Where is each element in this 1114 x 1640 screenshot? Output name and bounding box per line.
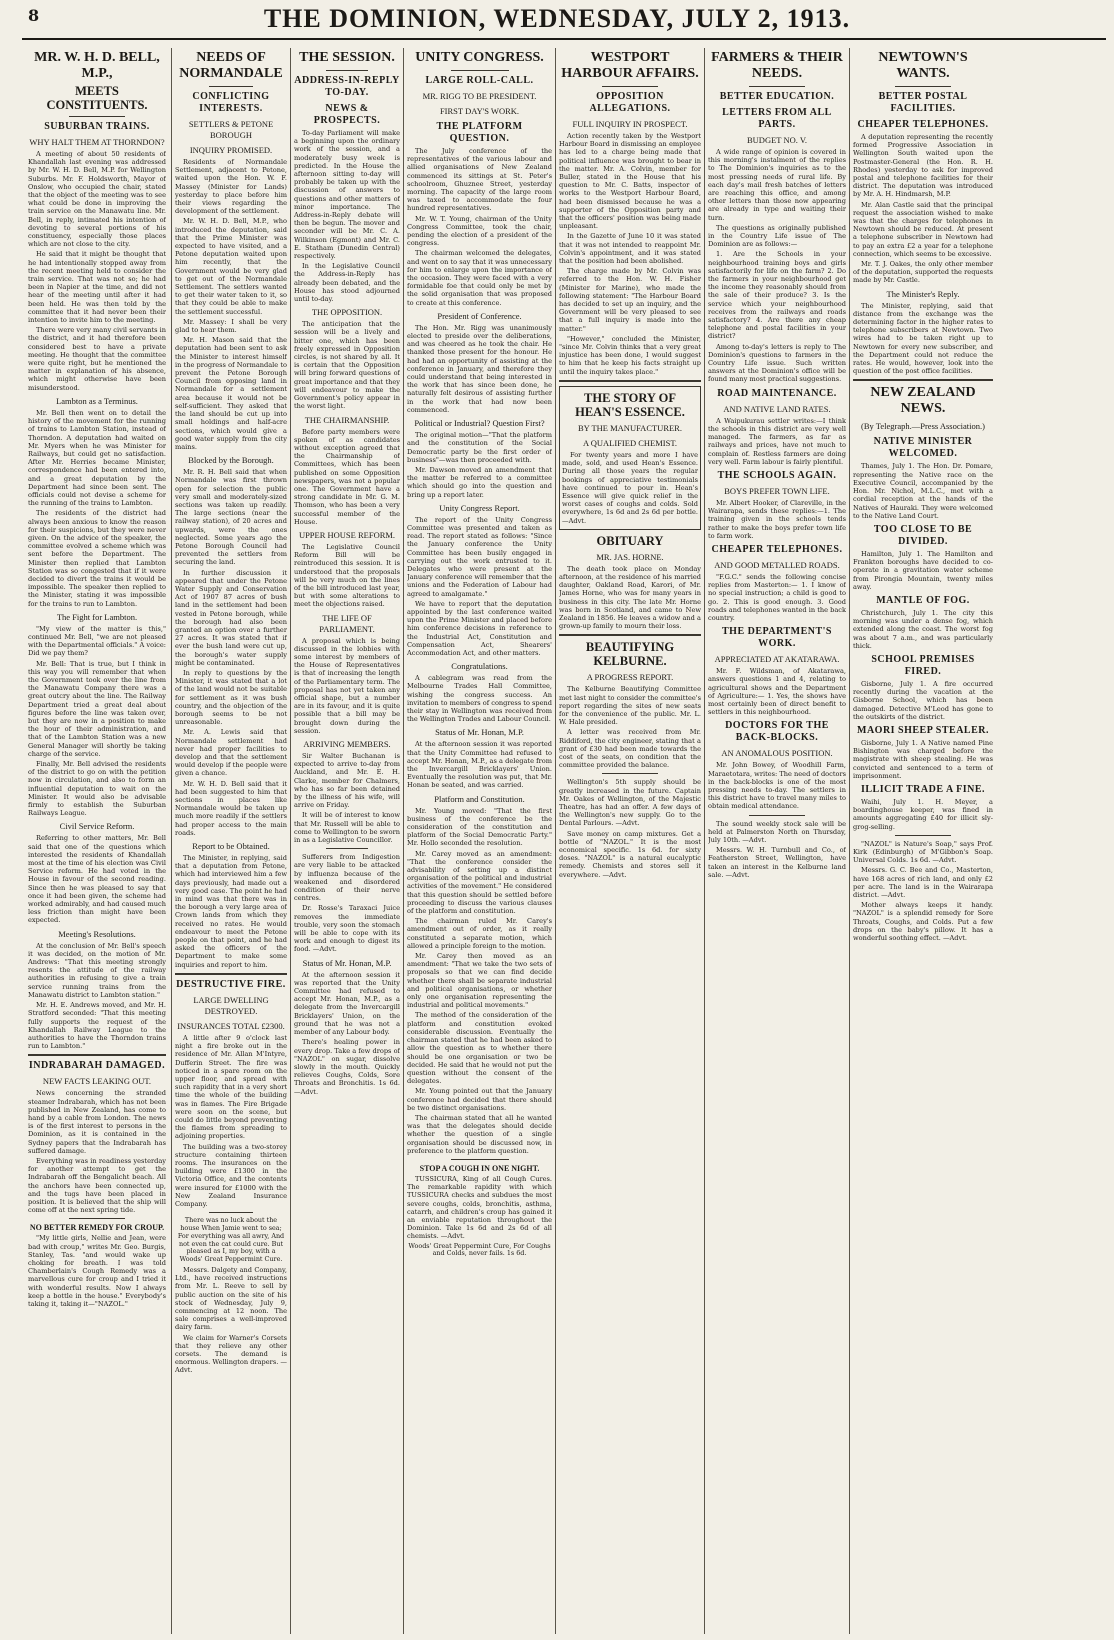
- headline-normandale: NEEDS OF NORMANDALE: [179, 50, 283, 81]
- section-heading: CHEAPER TELEPHONES.: [857, 119, 989, 130]
- subhead: MEETS CONSTITUENTS.: [46, 84, 148, 112]
- paragraph: At the afternoon session it was reported that the Unity Committee had refused to accept Mr. Honan, M.P., as a delegate from the Invercargill Bricklayers' Union. Eventually the resolution was put, that Mr. Honan be seated, and was carried.: [407, 740, 552, 790]
- section-heading: CONFLICTING INTERESTS.: [192, 91, 270, 114]
- masthead: [0, 0, 1114, 40]
- paragraph: The Minister, replying, said that distance from the exchange was the determining factor in the higher rates to telephone subscribers at Newtown. Two wires had to be taken right up to Newtown for every new subscriber, and the Department could not reduce the rates. He would, however, look into the question of the post office facilities.: [853, 301, 993, 376]
- sub-heading: THE LIFE OF PARLIAMENT.: [319, 612, 375, 634]
- paragraph: The chairman ruled Mr. Carey's amendment out of order, as it really constituted a separate motion, which allowed a principle foreign to the motion.: [407, 917, 552, 950]
- section-subheading: WHY HALT THEM AT THORNDON?: [29, 137, 165, 147]
- advert-text: Messrs. G. C. Bee and Co., Masterton, have 168 acres of rich land, and only £2 per acre. The land is in the Wairarapa district. —Advt.: [853, 866, 993, 899]
- advert-subheading: A QUALIFIED CHEMIST.: [582, 437, 678, 448]
- section-heading: BETTER POSTAL FACILITIES.: [878, 91, 968, 114]
- column-7: [853, 48, 993, 1634]
- section-heading: BEAUTIFYING KELBURNE.: [585, 640, 675, 669]
- section-heading: DESTRUCTIVE FIRE.: [176, 978, 286, 990]
- paragraph: Mr. W. H. D. Bell, M.P., who introduced the deputation, said that the Prime Minister was expected to have visited, and a Petone deputation waited upon him recently, that the Government would be very glad to get out of the Normandale Settlement. The settlers wanted to get their water taken to it, so that they could be able to make the settlement successful.: [175, 217, 287, 316]
- paragraph: The anticipation that the session will be a lively and bitter one, which has been freely expressed in Opposition circles, is not shared by all. It is certain that the Opposition will bring forward questions of great importance and that they will endeavour to make the Government's policy appear in the worst light.: [294, 320, 400, 411]
- sub-heading: Blocked by the Borough.: [188, 455, 274, 466]
- paragraph: Mr. Dawson moved an amendment that the matter be referred to a committee which should go into the question and bring up a report later.: [407, 465, 552, 499]
- paragraph: The chairman welcomed the delegates, and went on to say that it was unnecessary for him to enlarge upon the importance of the occasion. They were faced with a very formidable foe that could only be met by the solid organisation that was proposed to create at this conference.: [407, 249, 552, 307]
- paragraph: Mr. Young moved: "That the first business of the conference be the consideration of the constitution and platform of the Social Democratic Party." Mr. Hollo seconded the resolution.: [407, 806, 552, 848]
- section-subheading: A PROGRESS REPORT.: [586, 672, 674, 683]
- sub-heading: THE CHAIRMANSHIP.: [304, 414, 390, 425]
- column-rule: [290, 48, 291, 1634]
- headline-farmers: FARMERS & THEIR NEEDS.: [711, 50, 843, 81]
- section-heading: NEWS & PROSPECTS.: [313, 103, 381, 126]
- advert-box: [559, 386, 701, 530]
- advert-text: Messrs. Dalgety and Company, Ltd., have received instructions from Mr. L. Reeve to sell by public auction on the site of his stock of Wednesday, July 9, commencing at 12 noon. The sale comprises a well-improved dairy farm.: [175, 1265, 287, 1332]
- paragraph: Mr. T. J. Oakes, the only other member of the deputation, supported the requests made by Mr. Castle.: [853, 260, 993, 285]
- paragraph: "However," concluded the Minister, "since Mr. Colvin thinks that a very great injustice has been done, I would suggest to him that he keep his facts straight up until the inquiry takes place.": [559, 334, 701, 376]
- section-heading: NATIVE MINISTER WELCOMED.: [873, 436, 973, 460]
- column-rule: [704, 48, 705, 1634]
- sub-heading: Platform and Constitution.: [434, 793, 525, 804]
- paragraph: The Minister, in replying, said that a deputation from Petone, which had interviewed him a few days previously, had made out a very good case. The point he had in mind was that there was in the borough a very large area of Crown lands from which they received no rates. He would endeavour to meet the Petone people on that point, and he had asked the officers of the Department to make some inquiries and report to him.: [175, 854, 287, 969]
- paragraph: He said that it might be thought that he had intentionally stopped away from the recent meeting held to consider the train service. That was not so; he had been in Napier at the time, and did not hear of the meeting until after it had been held. He was then told by the committee that it had never been their intention to invite him to the meeting.: [28, 250, 166, 325]
- section-subheading: FULL INQUIRY IN PROSPECT.: [572, 119, 688, 129]
- section-heading: SCHOOL PREMISES FIRED.: [871, 653, 975, 677]
- paragraph: "My view of the matter is this," continued Mr. Bell, "we are not pleased with the Departmental officials." A voice: Did we pay them?: [28, 624, 166, 658]
- paragraph: The residents of the district had always been anxious to know the reason for their suspicions, but they were never given. On the advice of the speaker, the committee evolved a scheme which was sent before the Department. The Minister then replied that Lambton Station was so congested that if it were decided to divert the trains it would be impossible. The speaker then replied to the Minister, stating it was impossible for the trains to run to Lambton.: [28, 509, 166, 608]
- section-heading: THE DEPARTMENT'S WORK.: [722, 626, 832, 650]
- column-6: [708, 48, 846, 1634]
- section-subheading: AND GOOD METALLED ROADS.: [714, 559, 840, 570]
- column-rule: [849, 48, 850, 1634]
- section-subheading: BOYS PREFER TOWN LIFE.: [724, 485, 830, 496]
- section-subheading: FIRST DAY'S WORK.: [439, 106, 520, 116]
- section-heading: ADDRESS-IN-REPLY TO-DAY.: [294, 75, 400, 98]
- column-rule: [555, 48, 556, 1634]
- column-2: [175, 48, 287, 1634]
- advert-subheading: BY THE MANUFACTURER.: [578, 422, 682, 433]
- paragraph: News concerning the stranded steamer Indrabarah, which has not been published in New Zealand, has come to hand by a cable from London. The news is of the first interest to persons in the Dominion, as it is contained in the Sydney papers that the Indrabarah has suffered damage.: [28, 1089, 166, 1155]
- headline-newtown: NEWTOWN'S WANTS.: [878, 50, 968, 81]
- section-subheading: (By Telegraph.—Press Association.): [861, 421, 985, 432]
- paragraph: Mr. A. Lewis said that Normandale settlement had never had proper facilities to develop and that the settlement would develop if the people were given a chance.: [175, 728, 287, 778]
- paragraph: Among to-day's letters is reply to The Dominion's questions to farmers in the Country Life issue. Such written answers at the Dominion's office will be found many most practical suggestions.: [708, 342, 846, 384]
- paragraph: Action recently taken by the Westport Harbour Board in dismissing an employee has led to a charge being made that political influence was brought to bear in the matter. Mr. A. Colvin, member for Buller, stated in the House that his question to Mr. C. Batts, inspector of works to the Westport Harbour Board, had been dismissed because he was a supporter of the Opposition party and that the officers' position was being made unpleasant.: [559, 132, 701, 231]
- section-heading: LETTERS FROM ALL PARTS.: [722, 107, 832, 130]
- paragraph: Christchurch, July 1. The city this morning was under a dense fog, which extended along the coast. The worst fog was about 7 a.m., and was particularly thick.: [853, 608, 993, 650]
- advert-text: There was no luck about the house When Jamie went to sea; For everything was all awry, And not even the cat could cure. But pleased as I, my boy, with a Woods' Great Peppermint Cure.: [177, 1216, 285, 1264]
- headline-nz-news: NEW ZEALAND NEWS.: [870, 385, 976, 417]
- paragraph: Mr. Carey moved as an amendment: "That the conference consider the advisability of setting up a distinct organisation of the political and industrial activities of the movement." He considered that this question should be settled before proceeding to discuss the various clauses of the platform and constitution.: [407, 849, 552, 916]
- paragraph: Gisborne, July 1. A Native named Pine Bishington was charged before the magistrate with sheep stealing. He was convicted and sentenced to a term of imprisonment.: [853, 738, 993, 780]
- paragraph: Mr. Albert Hooker, of Clareville, in the Wairarapa, sends these replies:—1. The training given in the schools tends rather to make the boys prefer town life to farm work.: [708, 498, 846, 540]
- advert-text: For twenty years and more I have made, sold, and used Hean's Essence. During all those years the regular bookings of appreciative testimonials have continued to pour in. Hean's Essence will give quick relief in the worst cases of coughs and colds. Sold everywhere, 1s 6d and 2s 6d per bottle. —Advt.: [562, 450, 698, 525]
- paragraph: We have to report that the deputation appointed by the last conference waited upon the Prime Minister and placed before him conference decisions in reference to the Industrial Act, Constitution and Compensation Act, Shearers' Accommodation Act, and other matters.: [407, 599, 552, 657]
- paragraph: The report of the Unity Congress Committee was presented and taken as read. The report stated as follows: "Since the January conference the Unity Committee has been busily engaged in carrying out the work entrusted to it. Delegates who were present at the January conference will remember that the unions and the Federation of Labour had agreed to amalgamate.": [407, 515, 552, 598]
- section-heading-obituary: OBITUARY: [596, 533, 664, 548]
- advert-text: We claim for Warner's Corsets that they relieve any other corsets. The demand is enormous. Wellington drapers. —Advt.: [175, 1333, 287, 1375]
- paragraph: Mr. W. T. Young, chairman of the Unity Congress Committee, took the chair, pending the election of a president of the congress.: [407, 214, 552, 248]
- column-4: [407, 48, 552, 1634]
- paragraph: Mr. Carey then moved as an amendment: "That we take the two sets of proposals so that we can find decide whether there shall be separate industrial and political organisations, or whether only one organisation representing the industrial and political movements.": [407, 952, 552, 1010]
- advert-title: NO BETTER REMEDY FOR CROUP.: [29, 1223, 165, 1233]
- section-heading: ILLICIT TRADE A FINE.: [860, 783, 986, 795]
- masthead-rule: [22, 38, 1106, 40]
- paragraph: Mr. Massey: I shall be very glad to hear them.: [175, 317, 287, 335]
- section-heading: SUBURBAN TRAINS.: [44, 121, 150, 132]
- paragraph: Mr. John Bowey, of Woodhill Farm, Maraetotara, writes: The need of doctors in the back-blocks is one of the most pressing needs to-day. The settlers in this district have to travel many miles to obtain medical attendance.: [708, 761, 846, 811]
- paragraph: "F.G.C." sends the following concise replies from Masterton:— 1. I know of no special instruction; a child is good to go. 2. This is good enough. 3. Good roads and telephones wanted in the back country.: [708, 572, 846, 622]
- section-heading: MANTLE OF FOG.: [876, 594, 970, 606]
- paragraph: 1. Are the Schools in your neighbourhood training boys and girls satisfactorily for life on the farm? 2. Do the farmers in your neighbourhood get the income they reasonably should from the sale of their produce? 3. Is the service which your neighbourhood receives from the railways and roads satisfactory? 4. Are there any cheap telephone and postal facilities in your district?: [708, 250, 846, 341]
- paragraph: It will be of interest to know that Mr. Russell will be able to come to Wellington to be sworn in as a Legislative Councillor.: [294, 811, 400, 845]
- column-5: [559, 48, 701, 1634]
- paragraph: The Hon. Mr. Rigg was unanimously elected to preside over the deliberations, and was cheered as he took the chair. He thanked those present for the honour. He had had an opportunity of assisting at the conference in January, and therefore they could understand that being interested in the work that has since been done, he naturally felt desirous of assisting further in the work that had now been commenced.: [407, 323, 552, 414]
- paragraph: The chairman stated that all he wanted was that the delegates should decide whether the question of a single organisation should be discussed now, in preference to the platform question.: [407, 1113, 552, 1155]
- paragraph: A little after 9 o'clock last night a fire broke out in the residence of Mr. Allan M'Intyre, Dufferin Street. The fire was noticed in a spare room on the upper floor, and spread with such rapidity that in a very short time the whole of the building was in flames. The Fire Brigade were soon on the scene, but could do little beyond preventing the flames from spreading to adjoining properties.: [175, 1033, 287, 1141]
- paragraph: The method of the consideration of the platform and constitution evoked considerable discussion. Eventually the chairman stated that he had been asked to allow the question as to whether there should be one organisation or two be decided. He said that he would not put the question without the consent of the delegates.: [407, 1011, 552, 1086]
- section-subheading: NEW FACTS LEAKING OUT.: [42, 1076, 152, 1087]
- paragraph: A cablegram was read from the Melbourne Trades Hall Committee, wishing the congress success. An invitation to members of congress to spend their stay in Wellington was received from the Wellington Trades and Labour Council.: [407, 674, 552, 724]
- sub-heading: Meeting's Resolutions.: [58, 928, 136, 939]
- sub-heading: Lambton as a Terminus.: [56, 395, 138, 406]
- paragraph: At the conclusion of Mr. Bell's speech it was decided, on the motion of Mr. Andrews: "That this meeting strongly resents the attitude of the railway authorities in refusing to give a train service running trains from the Manawatu district to Lambton station.": [28, 941, 166, 999]
- section-heading: TOO CLOSE TO BE DIVIDED.: [873, 523, 973, 547]
- advert-headline: THE STORY OF HEAN'S ESSENCE.: [575, 390, 685, 419]
- advert-text: Save money on camp mixtures. Get a bottle of "NAZOL." It is the most economical specific. 1s 6d. for sixty doses. "NAZOL" is a natural eucalyptic remedy. Chemists and stores sell it everywhere. —Advt.: [559, 829, 701, 879]
- paragraph: A meeting of about 50 residents of Khandallah last evening was addressed by Mr. W. H. D. Bell, M.P. for Wellington Suburbs. Mr. F. Holdsworth, Mayor of Onslow, who occupied the chair, stated that the object of the meeting was to see what could be done in improving the train service on the Manawatu line. Mr. Bell, in reply, intimated his intention of devoting to several portions of his constituency, especially those places which are not close to the city.: [28, 150, 166, 249]
- headline-session: THE SESSION.: [299, 50, 395, 65]
- sub-heading: Unity Congress Report.: [439, 502, 520, 513]
- advert-title: STOP A COUGH IN ONE NIGHT.: [419, 1163, 540, 1173]
- paragraph: The building was a two-storey structure containing thirteen rooms. The insurances on the building were £1300 in the Victoria Office, and the contents were insured for £1000 with the New Zealand Insurance Company.: [175, 1142, 287, 1208]
- paragraph: The Legislative Council Reform Bill will be reintroduced this session. It is understood that the proposals will be very much on the lines of the bill introduced last year, but with some alterations to meet the objections raised.: [294, 542, 400, 609]
- paragraph: Referring to other matters, Mr. Bell said that one of the questions which interested the residents of Khandallah most at the time of his election was Civil Service reform. He had voted in the House in favour of the second reading. Since then he was pleased to say that once it had been given, the scheme had worked admirably, and had caused much less friction than might have been expected.: [28, 834, 166, 925]
- paragraph: A deputation representing the recently formed Progressive Association in Wellington South waited upon the Postmaster-General (the Hon. R. H. Rhodes) yesterday to ask for improved postal and telephone facilities for their district. The deputation was introduced by Mr. A. H. Hindmarsh, M.P.: [853, 133, 993, 199]
- section-subheading: AND NATIVE LAND RATES.: [723, 403, 831, 414]
- paragraph: In the Gazette of June 10 it was stated that it was not intended to reappoint Mr. Colvin's appointment, and it was stated that the position had been abolished.: [559, 232, 701, 266]
- paragraph: Mr. F. Wildsman, of Akatarawa, answers questions 1 and 4, relating to agricultural shows and the Department of Agriculture:— 1. Yes, the shows have most certainly been of direct benefit to settlers in this neighbourhood.: [708, 667, 846, 717]
- section-subheading: INSURANCES TOTAL £2300.: [177, 1020, 285, 1031]
- advert-text: Dr. Rosse's Taraxaci Juice removes the immediate trouble, very soon the stomach will be able to cope with its work and enough to digest its food. —Advt.: [294, 904, 400, 954]
- paragraph: At the afternoon session it was reported that the Unity Committee had refused to accept Mr. Honan, M.P., as a delegate from the Invercargill Bricklayers' Union, on the ground that he was not a member of any Labour body.: [294, 970, 400, 1037]
- paragraph: Hamilton, July 1. The Hamilton and Frankton boroughs have decided to co-operate in a gravitation water scheme from Pirongia Mountain, twenty miles away.: [853, 549, 993, 591]
- paragraph: Before party members were spoken of as candidates without exception agreed that the Chairmanship of Committees, which has been published on some Opposition newspapers, was not a popular one. The Government have a strong candidate in Mr. G. M. Thomson, who has been a very successful member of the House.: [294, 427, 400, 526]
- section-subheading: BUDGET NO. V.: [747, 135, 807, 145]
- section-subheading: APPRECIATED AT AKATARAWA.: [714, 654, 840, 665]
- section-subheading: MR. RIGG TO BE PRESIDENT.: [422, 91, 537, 101]
- section-subheading: AN ANOMALOUS POSITION.: [721, 748, 833, 759]
- paragraph: In further discussion it appeared that under the Petone Water Supply and Conservation Act of 1907 87 acres of bush land in the settlement had been vested in Petone borough, while the borough had also been granted an option over a further 27 acres. It was stated that if ever the bush land were cut up, the borough's water supply might be contaminated.: [175, 568, 287, 667]
- sub-heading: Political or Industrial? Question First?: [414, 418, 545, 429]
- advert-text: Woods' Great Peppermint Cure, For Coughs and Colds, never fails. 1s 6d.: [408, 1241, 551, 1258]
- advert-text: "NAZOL" is Nature's Soap," says Prof. Kirk (Edinburgh) of M'Gibbon's Soap. Universal Colds. 1s 6d. —Advt.: [853, 839, 993, 865]
- paragraph: Residents of Normandale Settlement, adjacent to Petone, waited upon the Hon. W. F. Massey (Minister for Lands) yesterday to place before him their views regarding the development of the settlement.: [175, 158, 287, 216]
- advert-text: "My little girls, Nellie and Jean, were bad with croup," writes Mr. Geo. Burgis, Stanley, Tas. "and would wake up choking for breath. I was told Chamberlain's Cough Remedy was a marvellous cure for croup and I tried it with wonderful results. Now I always keep a bottle in the house." Everybody's taking it, taking it—"NAZOL.": [28, 1234, 166, 1308]
- paragraph: The original motion—"That the platform and the constitution of the Social Democratic party be the first order of business"—was then proceeded with.: [407, 431, 552, 464]
- section-heading: ROAD MAINTENANCE.: [717, 387, 837, 399]
- paragraph: Waihi, July 1. H. Meyer, a boardinghouse keeper, was fined in amounts aggregating £40 for illicit sly-grog-selling.: [853, 797, 993, 831]
- sub-heading: The Minister's Reply.: [886, 288, 960, 299]
- paragraph: Mr. Alan Castle said that the principal request the association wished to make was that the charges for telephones in Newtown should be reduced. At present a telephone subscriber in Newtown had to pay an extra £2 a year for a telephone connection, which seems to be excessive.: [853, 200, 993, 258]
- advert-text: There's healing power in every drop. Take a few drops of "NAZOL" on sugar, dissolve slowly in the mouth. Quickly relieves Coughs, Colds, Sore Throats and Bronchitis. 1s 6d. —Advt.: [294, 1038, 400, 1096]
- sub-heading: The Fight for Lambton.: [56, 611, 138, 622]
- page-number: 8: [28, 6, 40, 25]
- paragraph: The questions as originally published in the Country Life issue of The Dominion are as follows:—: [708, 223, 846, 249]
- paragraph: Mr. H. E. Andrews moved, and Mr. H. Stratford seconded: "That this meeting fully supports the request of the Khandallah Railway League to the authorities to have the Thorndon trains run to Lambton.": [28, 1001, 166, 1051]
- paragraph: Everything was in readiness yesterday for another attempt to get the Indrabarah off the Bengalicht beach. All the anchors have been connected up, and the tugs have been placed in position. It is believed that the ship will come off at the next spring tide.: [28, 1156, 166, 1215]
- section-heading: LARGE ROLL-CALL.: [425, 75, 534, 86]
- sub-heading: Civil Service Reform.: [59, 821, 135, 832]
- column-rule: [403, 48, 404, 1634]
- paragraph: The Kelburne Beautifying Committee met last night to consider the committee's report regarding the sites of new seats for the convenience of the public. Mr. L. W. Hale presided.: [559, 685, 701, 727]
- paragraph: To-day Parliament will make a beginning upon the ordinary work of the session, and a moderately busy week is predicted. In the House the afternoon sitting to-day will probably be taken up with the discussion of answers to questions and other matters of minor importance. The Address-in-Reply debate will then be begun. The mover and seconder will be Mr. C. A. Wilkinson (Egmont) and Mr. C. E. Statham (Dunedin Central) respectively.: [294, 129, 400, 261]
- section-subheading: MR. JAS. HORNE.: [596, 551, 664, 562]
- column-3: [294, 48, 400, 1634]
- paragraph: Mr. W. H. D. Bell said that it had been suggested to him that sections in places like Normandale would be taken up much more readily if the settlers had proper access to the main roads.: [175, 779, 287, 837]
- paragraph: There were very many civil servants in the district, and it had therefore been considered best to have a private meeting. He thought that the committee were quite right, but he mentioned the matter in explanation of his absence, which might otherwise have been misunderstood.: [28, 326, 166, 392]
- sub-heading: Congratulations.: [451, 661, 508, 672]
- paragraph: A letter was received from Mr. Riddiford, the city engineer, stating that a grant of £30 had been made towards the cost of the seats, on condition that the committee provided the balance.: [559, 728, 701, 770]
- paragraph: Gisborne, July 1. A fire occurred recently during the vacation at the Gisborne School, which has been damaged. Detective M'Leod has gone to the outskirts of the district.: [853, 679, 993, 721]
- paragraph: Mr. H. Mason said that the deputation had been sent to ask the Minister to interest himself in the progress of Normandale to prevent the Petone Borough Council from opposing land in Normandale for a settlement area because it would not be self-sufficient. They asked that the land should be cut up into small holdings and half-acre sections, which would give a good water supply from the city mains.: [175, 336, 287, 451]
- paragraph: In the Legislative Council the Address-in-Reply has already been debated, and the House has stood adjourned until to-day.: [294, 262, 400, 304]
- sub-heading: Status of Mr. Honan, M.P.: [302, 957, 392, 968]
- paragraph: Mr. Bell: That is true, but I think in this way you will remember that when the Government took over the line from the Manawatu Company there was a great outcry about the line. The Railway Department tried a great deal about figures before the line was taken over, but they are now in a position to make the hour of their administration, and that of the Lambton Station was a new General Manager will shortly be taking charge of the service.: [28, 659, 166, 758]
- column-1: [28, 48, 166, 1634]
- newspaper-title: THE DOMINION, WEDNESDAY, JULY 2, 1913.: [263, 4, 851, 33]
- advert-text: Messrs. W. H. Turnbull and Co., of Featherston Street, Wellington, have taken an interest in the Kelburne land sale. —Advt.: [708, 846, 846, 879]
- paragraph: A proposal which is being discussed in the lobbies with some interest by members of the House of Representatives is that of increasing the length of the Parliamentary term. The proposal has not yet taken any official shape, but a number are in its favour, and it is quite possible that a bill may be brought down during the session.: [294, 636, 400, 735]
- sub-heading: ARRIVING MEMBERS.: [303, 739, 391, 749]
- advert-text: The sound weekly stock sale will be held at Palmerston North on Thursday, July 10th. —Advt.: [708, 819, 846, 844]
- section-heading: DOCTORS FOR THE BACK-BLOCKS.: [725, 720, 829, 744]
- section-subheading: SETTLERS & PETONE BOROUGH: [188, 119, 274, 140]
- headline-westport: WESTPORT HARBOUR AFFAIRS.: [561, 50, 699, 81]
- advert-text: TUSSICURA, King of all Cough Cures. The remarkable rapidity with which TUSSICURA checks and subdues the most severe coughs, colds, bronchitis, asthma, catarrh, and children's croup has gained it an enviable reputation throughout the Dominion. Take 1s 6d and 2s 6d of all chemists. —Advt.: [407, 1174, 552, 1241]
- paragraph: Sir Walter Buchanan is expected to arrive to-day from Auckland, and Mr. E. H. Clarke, member for Chalmers, who has so far been detained by the illness of his wife, will arrive on Friday.: [294, 752, 400, 810]
- sub-heading: THE OPPOSITION.: [311, 307, 383, 318]
- advert-text: Sufferers from Indigestion are very liable to be attacked by influenza because of the weakened and disordered condition of their nerve centres.: [294, 853, 400, 903]
- section-heading: THE SCHOOLS AGAIN.: [717, 469, 837, 481]
- sub-heading: UPPER HOUSE REFORM.: [298, 529, 396, 540]
- sub-heading: President of Conference.: [437, 310, 522, 321]
- paragraph: The death took place on Monday afternoon, at the residence of his married daughter, Oakland Road, Karori, of Mr. James Horne, who was for many years in business in this city. The late Mr. Horne was born in Scotland, and came to New Zealand in 1856. He leaves a widow and a grown-up family to mourn their loss.: [559, 564, 701, 631]
- section-subheading: INQUIRY PROMISED.: [189, 145, 273, 155]
- paragraph: Thames, July 1. The Hon. Dr. Pomare, representing the Native race on the Executive Council, accompanied by the Hon. Mr. Nichol, M.L.C., met with a cordial reception at the hands of the Natives of Hauraki. They were welcomed to the Native Land Court.: [853, 462, 993, 520]
- headline-bell: MR. W. H. D. BELL, M.P.,: [34, 50, 160, 81]
- column-rule: [171, 48, 172, 1634]
- paragraph: The charge made by Mr. Colvin was referred to the Hon. W. H. Fisher (Minister for Marine), who made the following statement: "The Harbour Board has decided to set up an inquiry, and the Government will be very pleased to see that a full inquiry is made into the matter.": [559, 267, 701, 333]
- paragraph: A Waipukurau settler writes:—I think the schools in this district are very well managed. The farmers, as far as railways and prices, have not much to complain of. Restless farmers are doing very well. Farm labour is fairly plentiful.: [708, 416, 846, 466]
- paragraph: In reply to questions by the Minister, it was stated that a lot of the land would not be suitable for settlement as it was bush country, and the objection of the borough seems to be not unreasonable.: [175, 668, 287, 727]
- section-heading: OPPOSITION ALLEGATIONS.: [589, 91, 671, 114]
- headline-unity: UNITY CONGRESS.: [415, 50, 544, 65]
- advert-text: Mother always keeps it handy. "NAZOL" is a splendid remedy for Sore Throats, Coughs, and Colds. Put a few drops on the baby's pillow. It has a wonderful soothing effect. —Advt.: [853, 901, 993, 943]
- section-heading: INDRABARAH DAMAGED.: [28, 1060, 166, 1072]
- paragraph: The July conference of the representatives of the various labour and allied organisations of New Zealand commenced its sittings at St. Peter's schoolroom, Ghuznee Street, yesterday morning. The capacity of the large room was taxed to accommodate the four hundred representatives.: [407, 147, 552, 213]
- paragraph: Mr. R. H. Bell said that when Normandale was first thrown open for selection the public very small and moderately-sized sections was taken up readily. The large sections (near the railway station), of 20 acres and upwards, were the ones neglected. Some years ago the Petone Borough Council had prevented the settlers from securing the land.: [175, 468, 287, 567]
- section-subheading: LARGE DWELLING DESTROYED.: [193, 994, 269, 1016]
- sub-heading: Status of Mr. Honan, M.P.: [435, 727, 524, 738]
- section-heading: BETTER EDUCATION.: [719, 91, 835, 102]
- section-heading: MAORI SHEEP STEALER.: [857, 724, 989, 736]
- advert-text: Wellington's 5th supply should be greatly increased in the future. Captain Mr. Oakes of Wellington, of the Majestic Theatre, has had an offer. A few days of the Wellington's new supply. Go to the Dental Parlours. —Advt.: [559, 778, 701, 828]
- paragraph: Finally, Mr. Bell advised the residents of the district to go on with the petition now in circulation, and also to form an influential deputation to wait on the Minister. It would also be advisable firmly to establish the Suburban Railways League.: [28, 760, 166, 818]
- paragraph: A wide range of opinion is covered in this morning's instalment of the replies to The Dominion's inquiries as to the most pressing needs of rural life. By each day's mail fresh batches of letters are reaching this office, and among other letters than those now appearing are already in type and waiting their turn.: [708, 148, 846, 222]
- section-heading: THE PLATFORM QUESTION.: [436, 121, 523, 144]
- section-heading: CHEAPER TELEPHONES.: [711, 543, 843, 555]
- sub-heading: Report to be Obtained.: [192, 841, 270, 852]
- paragraph: Mr. Bell then went on to detail the history of the movement for the running of trains to Lambton Station, instead of Thorndon. A deputation had waited on Mr. Myers when he was Minister for Railways, but could get no satisfaction. After Mr. Herries became Minister, correspondence had been entered into, and a great deputation by the Department had since been sent. The officials could not devise a scheme for the running of the trains to Lambton.: [28, 408, 166, 508]
- paragraph: Mr. Young pointed out that the January conference had decided that there should be two distinct organisations.: [407, 1087, 552, 1112]
